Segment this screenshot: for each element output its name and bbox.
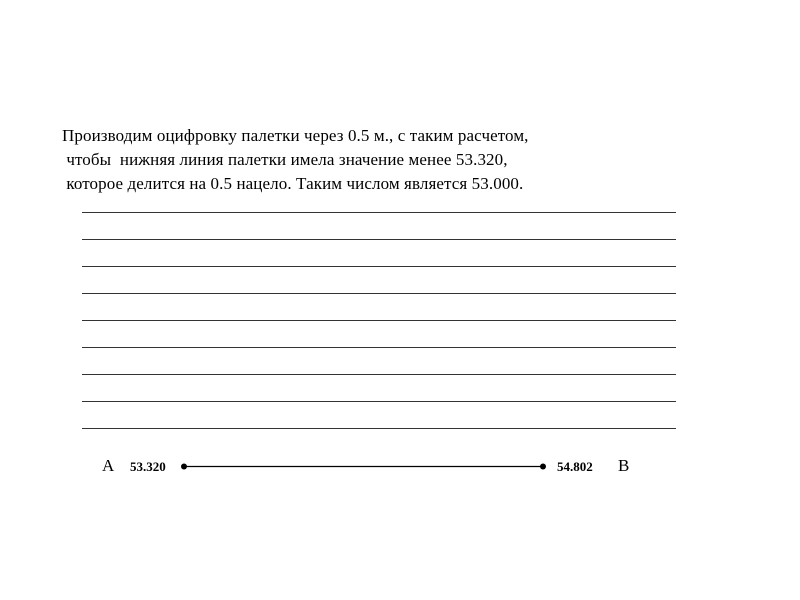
- description-line-1: Производим оцифровку палетки через 0.5 м., с таким расчетом,: [62, 126, 529, 145]
- palette-line-1: [82, 212, 676, 213]
- segment-ab: [0, 448, 800, 488]
- point-b-dot: [540, 464, 546, 470]
- point-a-value: 53.320: [130, 459, 166, 474]
- palette-line-4: [82, 293, 676, 294]
- palette-line-3: [82, 266, 676, 267]
- segment-line-graphic: [0, 448, 800, 488]
- point-a-label: A: [102, 456, 115, 475]
- palette-line-9: [82, 428, 676, 429]
- point-b-value: 54.802: [557, 459, 593, 474]
- palette-grid: [82, 212, 676, 430]
- palette-line-2: [82, 239, 676, 240]
- palette-line-6: [82, 347, 676, 348]
- point-a-dot: [181, 464, 187, 470]
- description-line-3: которое делится на 0.5 нацело. Таким числом является 53.000.: [62, 174, 524, 193]
- palette-line-5: [82, 320, 676, 321]
- palette-line-8: [82, 401, 676, 402]
- description-line-2: чтобы нижняя линия палетки имела значение менее 53.320,: [62, 150, 508, 169]
- point-b-label: B: [618, 456, 630, 475]
- palette-line-7: [82, 374, 676, 375]
- description-text: [62, 124, 722, 196]
